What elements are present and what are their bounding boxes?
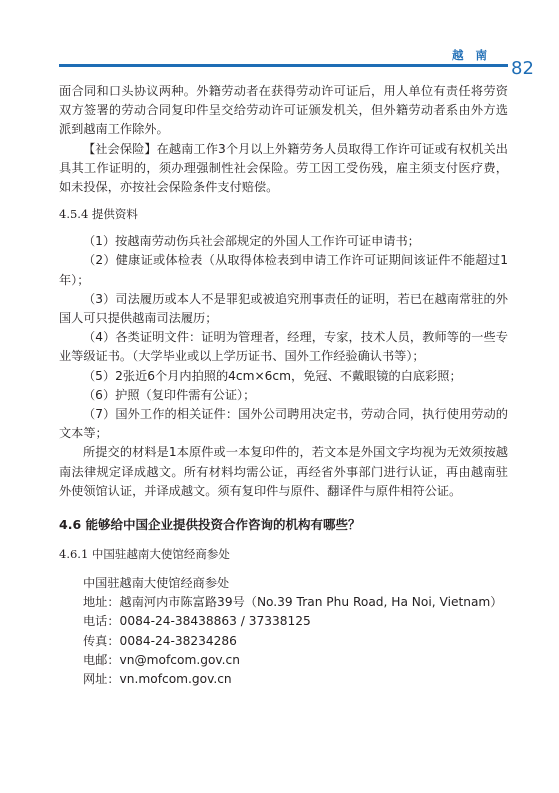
list-item: （4）各类证明文件：证明为管理者，经理，专家，技术人员，教师等的一些专业等级证书。（大学毕业或以上学历证书、国外工作经验确认书等）； (59, 330, 508, 364)
list-item: （1）按越南劳动伤兵社会部规定的外国人工作许可证申请书； (83, 234, 420, 249)
list-item: （2）健康证或体检表（从取得体检表到申请工作许可证期间该证件不能超过1年）； (59, 253, 508, 287)
header-rule (59, 64, 508, 67)
contact-website: 网址：vn.mofcom.gov.cn (83, 672, 232, 687)
list-item: （3）司法履历或本人不是罪犯或被追究刑事责任的证明，若已在越南常驻的外国人可只提供越南司法履历； (59, 291, 508, 326)
materials-note-paragraph: 所提交的材料是1本原件或一本复印件的，若文本是外国文字均视为无效须按越南法律规定译成越文。所有材料均需公证，再经省外事部门进行认证，再由越南驻外使领馆认证，并译成越文。须有复印件与原件、翻译件与原件相符公证。 (59, 445, 508, 498)
page-number: 82 (511, 58, 534, 79)
intro-paragraph-labor-contract: 面合同和口头协议两种。外籍劳动者在获得劳动许可证后，用人单位有责任将劳资双方签署的劳动合同复印件呈交给劳动许可证颁发机关，但外籍劳动者系由外方选派到越南工作除外。 (59, 84, 508, 137)
section-heading-4-6: 4.6 能够给中国企业提供投资合作咨询的机构有哪些？ (59, 517, 361, 533)
contact-email: 电邮：vn@mofcom.gov.cn (83, 652, 240, 667)
running-header-title: 越 南 (452, 48, 492, 62)
list-item: （7）国外工作的相关证件：国外公司聘用决定书，劳动合同，执行使用劳动的文本等； (59, 407, 508, 441)
page-body (59, 82, 508, 689)
list-item: （6）护照（复印件需有公证）； (83, 387, 256, 402)
contact-org-name: 中国驻越南大使馆经商参处 (83, 576, 230, 591)
embassy-contact-block (59, 574, 508, 689)
contact-phone: 电话：0084-24-38438863 / 37338125 (83, 614, 311, 629)
intro-paragraph-social-insurance: 【社会保险】在越南工作3个月以上外籍劳务人员取得工作许可证或有权机关出具其工作证明的，须办理强制性社会保险。劳工因工受伤残，雇主须支付医疗费，如未投保，亦按社会保险条件支付赔偿。 (59, 141, 508, 195)
contact-address: 地址：越南河内市陈富路39号（No.39 Tran Phu Road, Ha Noi, Vietnam） (83, 595, 503, 610)
list-item: （5）2张近6个月内拍照的4cm×6cm，免冠、不戴眼镜的白底彩照； (83, 368, 462, 383)
section-heading-4-5-4: 4.5.4 提供资料 (59, 207, 138, 222)
contact-fax: 传真：0084-24-38234286 (83, 633, 237, 648)
section-heading-4-6-1: 4.6.1 中国驻越南大使馆经商参处 (59, 547, 230, 562)
